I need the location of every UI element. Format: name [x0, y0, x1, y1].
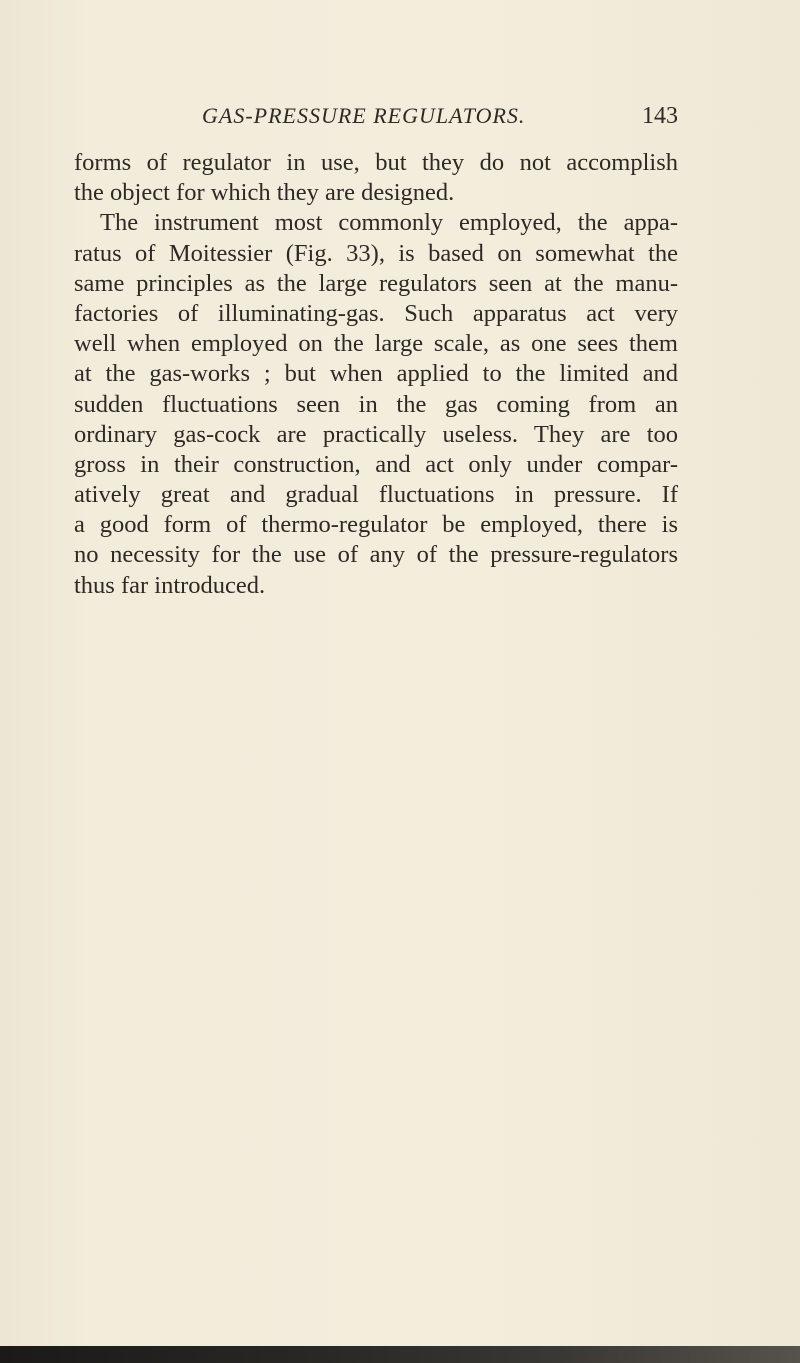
text-line: factories of illuminating-gas. Such apparatus act very [74, 299, 678, 327]
text-line: The instrument most commonly employed, the appa- [100, 209, 678, 237]
text-line: at the gas-works ; but when applied to the limited and [74, 360, 678, 388]
text-line: sudden fluctuations seen in the gas coming from an [74, 390, 678, 418]
text-line: atively great and gradual fluctuations in pressure. If [74, 481, 678, 509]
page-bottom-edge [0, 1346, 800, 1363]
text-line: ratus of Moitessier (Fig. 33), is based on somewhat the [74, 239, 678, 267]
text-line: ordinary gas-cock are practically useless. They are too [74, 420, 678, 448]
text-line: a good form of thermo-regulator be employed, there is [74, 511, 678, 539]
text-line: thus far introduced. [74, 571, 266, 599]
text-line: well when employed on the large scale, as one sees them [74, 330, 678, 358]
body-text [74, 148, 678, 601]
text-line: forms of regulator in use, but they do not accomplish [74, 149, 678, 176]
text-line: same principles as the large regulators seen at the manu- [74, 269, 678, 297]
running-head [74, 96, 678, 136]
running-title: GAS-PRESSURE REGULATORS. [202, 103, 526, 128]
text-line: no necessity for the use of any of the pressure-regulators [74, 541, 678, 569]
text-line: gross in their construction, and act only under compar- [74, 450, 678, 478]
page-number: 143 [642, 103, 678, 129]
text-line: the object for which they are designed. [74, 179, 455, 207]
